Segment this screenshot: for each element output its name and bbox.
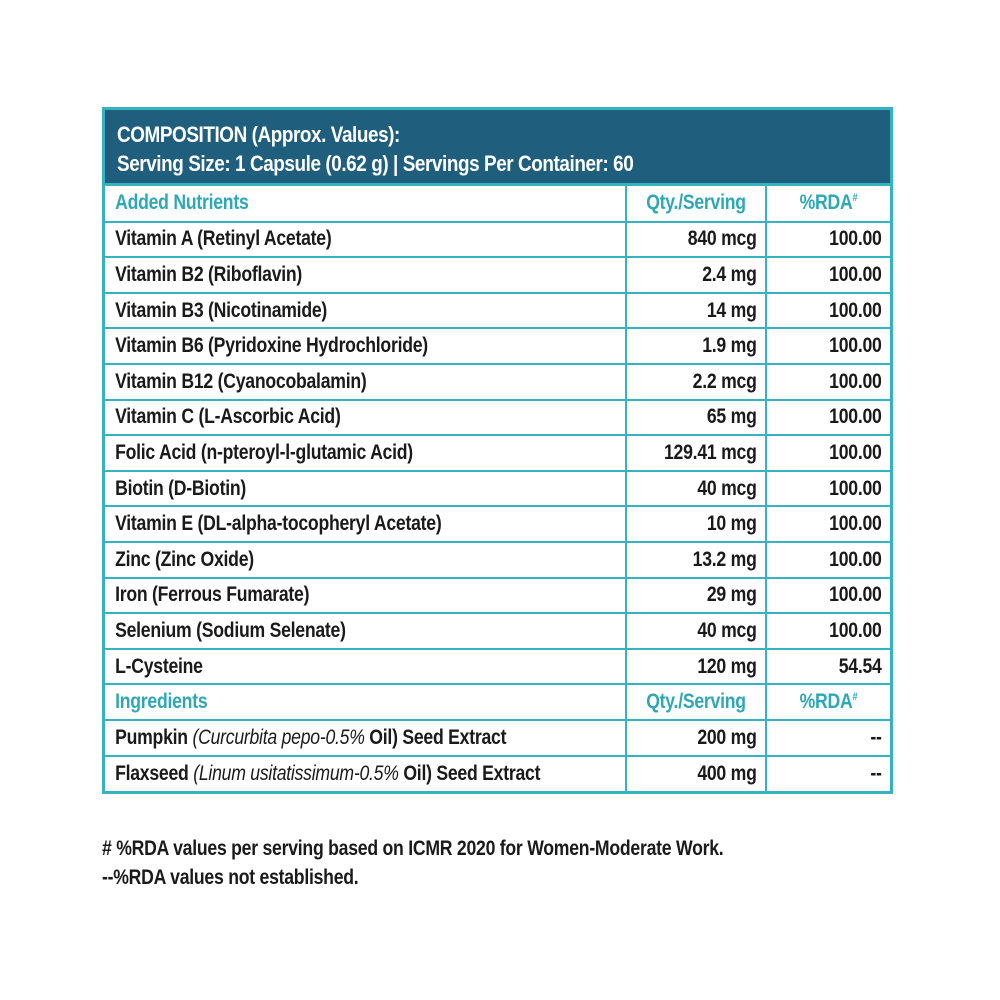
rda-column-header: %RDA#: [799, 690, 858, 714]
added-nutrients-title: Added Nutrients: [115, 191, 249, 215]
nutrient-row: [105, 506, 890, 542]
composition-title: COMPOSITION (Approx. Values):: [117, 122, 400, 147]
qty-column-header: Qty./Serving: [646, 690, 746, 714]
nutrient-qty: 2.2 mcg: [692, 369, 757, 393]
nutrient-rda: 100.00: [829, 405, 882, 429]
nutrient-row: [105, 649, 890, 685]
nutrient-qty: 840 mcg: [687, 227, 757, 251]
nutrient-name: Vitamin A (Retinyl Acetate): [115, 227, 332, 251]
nutrient-name: Vitamin B2 (Riboflavin): [115, 262, 303, 286]
nutrient-row: [105, 471, 890, 507]
composition-table: [105, 186, 890, 791]
footnote-rda-not-established: --%RDA values not established.: [102, 866, 359, 889]
nutrient-rda: 100.00: [829, 227, 882, 251]
nutrient-row: [105, 613, 890, 649]
nutrient-name: Zinc (Zinc Oxide): [115, 547, 254, 571]
nutrient-qty: 13.2 mg: [692, 547, 757, 571]
nutrient-name: Biotin (D-Biotin): [115, 476, 247, 500]
nutrient-row: [105, 435, 890, 471]
nutrient-name: Vitamin B3 (Nicotinamide): [115, 298, 328, 322]
footnote-rda-basis: # %RDA values per serving based on ICMR 2020 for Women-Moderate Work.: [102, 837, 724, 860]
nutrient-rda: 100.00: [829, 440, 882, 464]
ingredient-name: Flaxseed (Linum usitatissimum-0.5% Oil) Seed Extract: [115, 761, 541, 785]
nutrient-rda: 54.54: [838, 654, 882, 678]
nutrient-rda: 100.00: [829, 583, 882, 607]
ingredient-qty: 200 mg: [697, 725, 757, 749]
composition-header: [105, 110, 890, 186]
nutrient-name: Vitamin C (L-Ascorbic Acid): [115, 405, 341, 429]
nutrient-qty: 65 mg: [706, 405, 757, 429]
ingredient-qty: 400 mg: [697, 761, 757, 785]
nutrient-name: Iron (Ferrous Fumarate): [115, 583, 310, 607]
serving-size-info: Serving Size: 1 Capsule (0.62 g) | Servings Per Container: 60: [117, 151, 634, 176]
nutrient-row: [105, 293, 890, 329]
nutrient-name: Vitamin B12 (Cyanocobalamin): [115, 369, 367, 393]
ingredients-title: Ingredients: [115, 690, 208, 714]
nutrient-name: Vitamin B6 (Pyridoxine Hydrochloride): [115, 334, 428, 358]
composition-panel: [102, 107, 893, 794]
nutrient-row: [105, 222, 890, 258]
added-nutrients-header-row: [105, 186, 890, 222]
nutrient-rda: 100.00: [829, 476, 882, 500]
nutrient-row: [105, 578, 890, 614]
nutrient-rda: 100.00: [829, 618, 882, 642]
qty-column-header: Qty./Serving: [646, 191, 746, 215]
nutrient-qty: 1.9 mg: [702, 334, 757, 358]
nutrient-qty: 2.4 mg: [702, 262, 757, 286]
nutrient-qty: 14 mg: [706, 298, 757, 322]
nutrient-rda: 100.00: [829, 369, 882, 393]
nutrient-name: Selenium (Sodium Selenate): [115, 618, 346, 642]
nutrient-qty: 29 mg: [706, 583, 757, 607]
nutrient-rda: 100.00: [829, 547, 882, 571]
ingredient-row: [105, 720, 890, 756]
nutrient-row: [105, 364, 890, 400]
nutrient-qty: 120 mg: [697, 654, 757, 678]
nutrient-rda: 100.00: [829, 298, 882, 322]
nutrient-name: Vitamin E (DL-alpha-tocopheryl Acetate): [115, 512, 442, 536]
nutrient-rda: 100.00: [829, 512, 882, 536]
ingredients-header-row: [105, 684, 890, 720]
rda-column-header: %RDA#: [799, 191, 858, 215]
nutrient-rda: 100.00: [829, 334, 882, 358]
ingredient-name: Pumpkin (Curcurbita pepo-0.5% Oil) Seed Extract: [115, 725, 507, 749]
nutrient-row: [105, 257, 890, 293]
nutrient-qty: 40 mcg: [697, 476, 757, 500]
nutrient-qty: 40 mcg: [697, 618, 757, 642]
nutrient-row: [105, 328, 890, 364]
nutrient-name: Folic Acid (n-pteroyl-l-glutamic Acid): [115, 440, 413, 464]
ingredient-rda: --: [870, 725, 882, 749]
nutrient-qty: 129.41 mcg: [663, 440, 757, 464]
nutrient-name: L-Cysteine: [115, 654, 203, 678]
nutrient-qty: 10 mg: [706, 512, 757, 536]
footnotes: [102, 834, 842, 892]
nutrient-row: [105, 542, 890, 578]
nutrient-rda: 100.00: [829, 262, 882, 286]
ingredient-row: [105, 756, 890, 792]
ingredient-rda: --: [870, 761, 882, 785]
nutrient-row: [105, 400, 890, 436]
